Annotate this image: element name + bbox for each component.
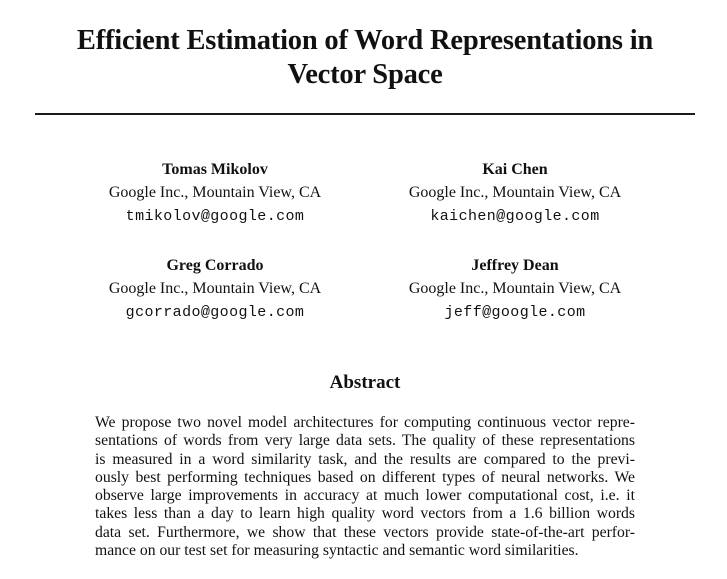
author-affiliation: Google Inc., Mountain View, CA [408,280,622,297]
title-rule [35,113,695,115]
author-block-jeffrey-dean [365,255,665,325]
author-name: Kai Chen [482,161,548,178]
abstract-line: is measured in a word similarity task, and the results are compared to the previ- [95,450,635,468]
author-email: kaichen@google.com [430,208,600,225]
paper-title [0,24,727,92]
abstract-heading: Abstract [329,372,401,393]
author-email: gcorrado@google.com [125,304,305,321]
author-email: jeff@google.com [444,304,586,321]
paper-title-line-2: Vector Space [287,59,443,90]
abstract-line: We propose two novel model architectures for computing continuous vector repre- [95,414,635,431]
author-affiliation: Google Inc., Mountain View, CA [108,184,322,201]
abstract-line: data set. Furthermore, we show that these vectors provide state-of-the-art perfor- [95,523,635,541]
paper-title-line-1: Efficient Estimation of Word Representations in [76,25,654,56]
author-block-tomas-mikolov [65,159,365,229]
author-affiliation: Google Inc., Mountain View, CA [408,184,622,201]
author-block-greg-corrado [65,255,365,325]
abstract-line: observe large improvements in accuracy at much lower computational cost, i.e. it [95,487,635,505]
abstract-body [95,414,635,560]
author-email: tmikolov@google.com [125,208,305,225]
author-affiliation: Google Inc., Mountain View, CA [108,280,322,297]
abstract-line: sentations of words from very large data sets. The quality of these representations [95,432,635,450]
author-name: Tomas Mikolov [162,161,268,178]
abstract-line: ously best performing techniques based on different types of neural networks. We [95,468,635,486]
author-name: Jeffrey Dean [471,257,559,274]
abstract-line: mance on our test set for measuring syntactic and semantic word similarities. [95,542,579,560]
author-name: Greg Corrado [166,257,264,274]
abstract-line: takes less than a day to learn high quality word vectors from a 1.6 billion words [95,505,635,523]
author-block-kai-chen [365,159,665,229]
